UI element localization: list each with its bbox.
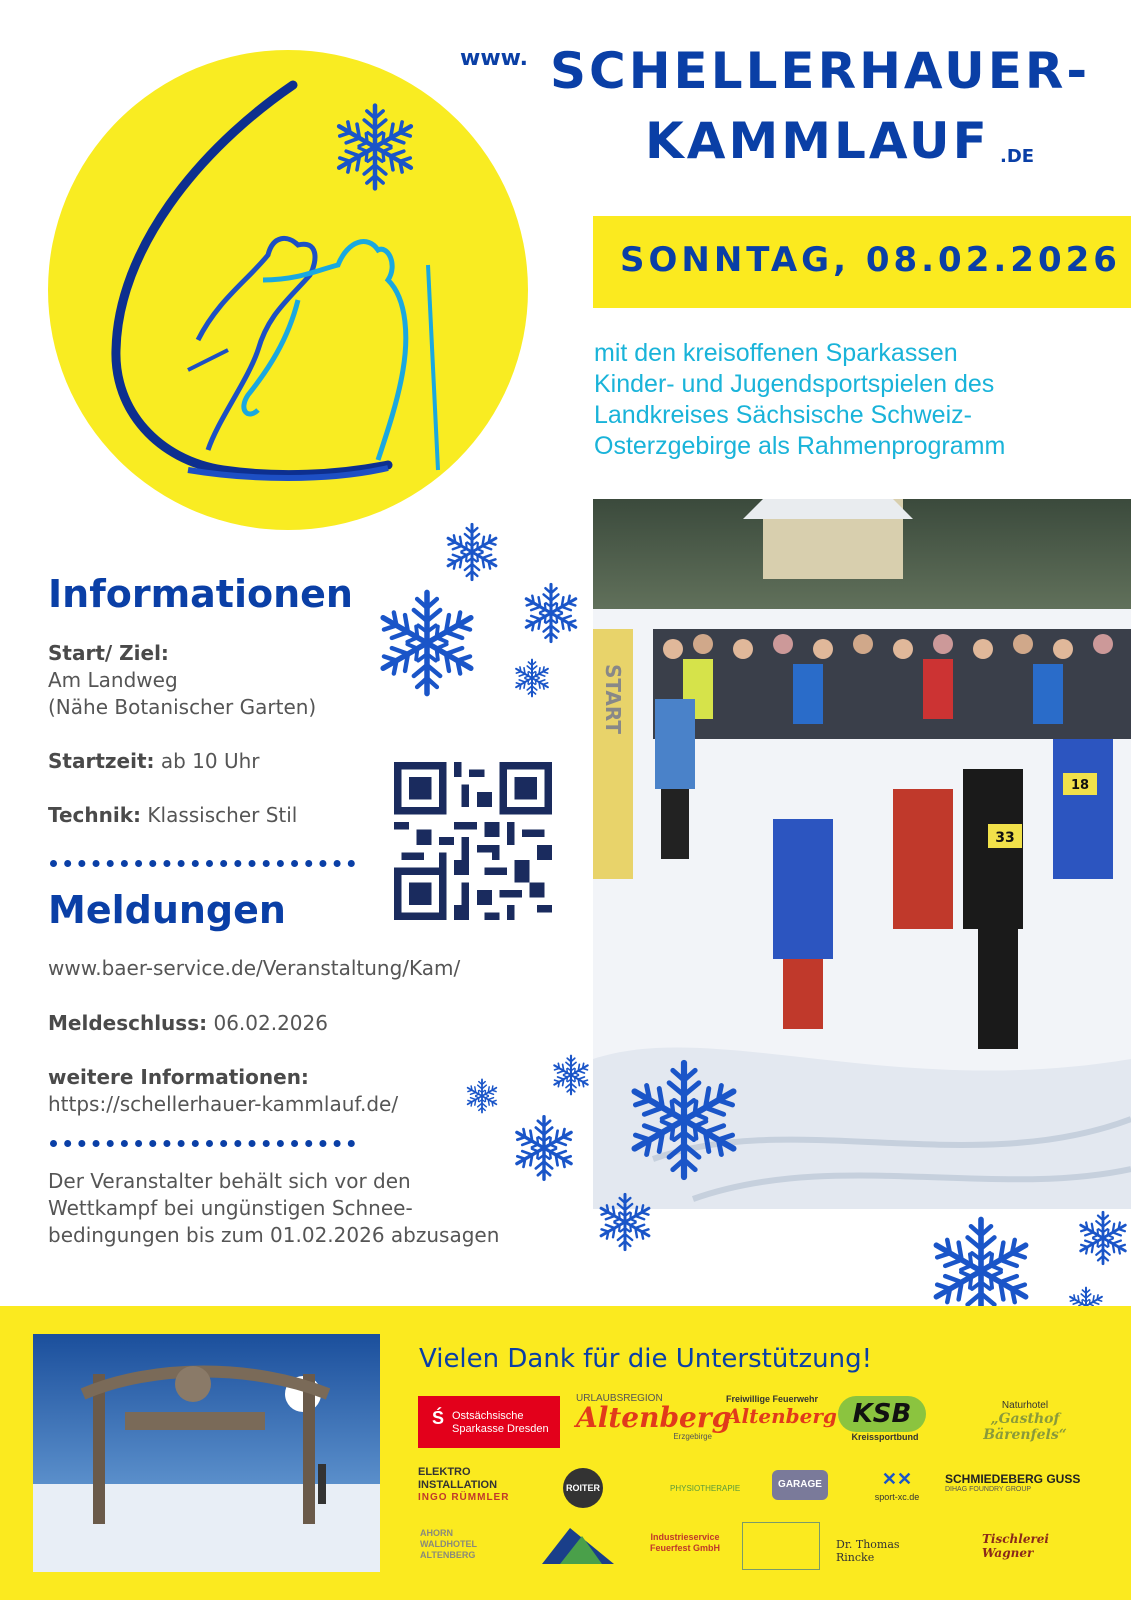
sponsor-name: Altenberg bbox=[726, 1404, 837, 1428]
sponsor-tagline: Erzgebirge bbox=[673, 1432, 712, 1441]
sponsor-garage[interactable] bbox=[772, 1470, 828, 1500]
start-finish-block bbox=[48, 640, 316, 721]
snowflake-icon bbox=[512, 658, 552, 698]
subtitle-line: Osterzgebirge als Rahmenprogramm bbox=[594, 432, 1006, 460]
sponsor-name: „Gasthof Bärenfels“ bbox=[983, 1411, 1067, 1443]
sponsor-name: Ostsächsische bbox=[452, 1410, 524, 1422]
sponsor-thanks: Vielen Dank für die Unterstützung! bbox=[419, 1344, 873, 1374]
snowflake-icon bbox=[372, 588, 482, 698]
snowflake-icon bbox=[550, 1054, 592, 1096]
event-name-line2: KAMMLAUF bbox=[645, 112, 990, 170]
sponsor-naturhotel[interactable] bbox=[950, 1400, 1100, 1444]
sponsor-mountain-logo[interactable] bbox=[542, 1522, 614, 1568]
url-www-prefix: www. bbox=[460, 46, 528, 71]
sponsor-sport-xc[interactable] bbox=[862, 1466, 932, 1510]
sponsor-name: KSB bbox=[838, 1396, 926, 1432]
technique bbox=[48, 802, 297, 829]
registration-url[interactable]: www.baer-service.de/Veranstaltung/Kam/ bbox=[48, 956, 461, 980]
technique-label: Technik: bbox=[48, 803, 142, 827]
dotted-divider bbox=[50, 1140, 355, 1147]
registration-heading: Meldungen bbox=[48, 888, 286, 932]
kammweg-photo bbox=[33, 1334, 380, 1572]
start-time-value: ab 10 Uhr bbox=[160, 749, 260, 773]
disclaimer-line: Wettkampf bei ungünstigen Schnee- bbox=[48, 1196, 413, 1220]
sponsor-name: ELEKTRO bbox=[418, 1466, 471, 1478]
sponsor-industrieservice[interactable] bbox=[640, 1532, 730, 1566]
snowflake-icon bbox=[520, 582, 582, 644]
deadline-label: Meldeschluss: bbox=[48, 1011, 208, 1035]
snowflake-icon bbox=[325, 97, 425, 197]
snowflake-icon bbox=[442, 522, 502, 582]
sponsor-name: Industrieservice bbox=[650, 1532, 720, 1542]
sponsor-name: AHORN bbox=[420, 1528, 453, 1538]
disclaimer-line: bedingungen bis zum 01.02.2026 abzusagen bbox=[48, 1223, 500, 1247]
event-date: SONNTAG, 08.02.2026 bbox=[620, 240, 1121, 280]
sponsor-name: Sparkasse Dresden bbox=[452, 1423, 549, 1435]
subtitle-line: Kinder- und Jugendsportspielen des bbox=[594, 370, 995, 398]
start-location-note: (Nähe Botanischer Garten) bbox=[48, 695, 317, 719]
sponsor-name: GARAGE bbox=[778, 1479, 822, 1490]
start-location: Am Landweg bbox=[48, 668, 178, 692]
start-banner-text: START bbox=[601, 663, 625, 735]
qr-code[interactable] bbox=[394, 762, 552, 920]
dotted-divider bbox=[50, 860, 355, 867]
sponsor-feuerwehr[interactable] bbox=[726, 1394, 837, 1448]
sponsor-name: Tischlerei Wagner bbox=[982, 1532, 1049, 1560]
subtitle-line: mit den kreisoffenen Sparkassen bbox=[594, 339, 958, 367]
sponsor-elektro[interactable] bbox=[418, 1466, 528, 1508]
deadline-value: 06.02.2026 bbox=[213, 1011, 328, 1035]
more-info-label: weitere Informationen: bbox=[48, 1065, 309, 1089]
event-name-line1: SCHELLERHAUER- bbox=[550, 42, 1091, 100]
sparkasse-icon: Ś bbox=[432, 1408, 445, 1428]
bib-number: 33 bbox=[995, 830, 1015, 846]
registration-deadline bbox=[48, 1010, 328, 1037]
sponsor-name: Altenberg bbox=[576, 1401, 732, 1434]
sponsor-roiter[interactable] bbox=[563, 1468, 603, 1508]
start-time bbox=[48, 748, 260, 775]
sponsor-ahorn-waldhotel[interactable] bbox=[420, 1528, 490, 1568]
subtitle bbox=[594, 338, 1114, 462]
snowflake-icon bbox=[1075, 1210, 1131, 1266]
sponsor-tagline: Freiwillige Feuerwehr bbox=[726, 1394, 819, 1404]
sponsor-ksb[interactable] bbox=[838, 1396, 932, 1450]
start-label: Start/ Ziel: bbox=[48, 641, 169, 665]
disclaimer bbox=[48, 1168, 499, 1249]
more-info bbox=[48, 1064, 398, 1118]
sponsor-schmiedeberg-guss[interactable] bbox=[945, 1472, 1115, 1504]
sponsor-name: sport-xc.de bbox=[874, 1492, 920, 1502]
sponsor-tagline: DIHAG FOUNDRY GROUP bbox=[945, 1486, 1032, 1493]
url-tld: .DE bbox=[1000, 146, 1035, 167]
more-info-url[interactable]: https://schellerhauer-kammlauf.de/ bbox=[48, 1092, 399, 1116]
sponsor-sparkasse[interactable] bbox=[418, 1396, 560, 1448]
subtitle-line: Landkreises Sächsische Schweiz- bbox=[594, 401, 972, 429]
sponsor-tagline: INGO RÜMMLER bbox=[418, 1492, 510, 1503]
event-logo bbox=[48, 50, 528, 530]
disclaimer-line: Der Veranstalter behält sich vor den bbox=[48, 1169, 411, 1193]
sponsor-name: ALTENBERG bbox=[420, 1550, 476, 1560]
sponsor-name: Feuerfest GmbH bbox=[649, 1543, 720, 1553]
sponsor-rincke[interactable] bbox=[836, 1538, 936, 1564]
technique-value: Klassischer Stil bbox=[147, 803, 298, 827]
sponsor-name: PHYSIOTHERAPIE bbox=[670, 1484, 741, 1493]
sponsor-name: INSTALLATION bbox=[418, 1479, 498, 1491]
info-heading: Informationen bbox=[48, 572, 353, 616]
snowflake-icon bbox=[510, 1114, 578, 1182]
sponsor-holzbau[interactable] bbox=[742, 1522, 820, 1570]
sponsor-tagline: Naturhotel bbox=[1001, 1400, 1049, 1411]
start-time-label: Startzeit: bbox=[48, 749, 155, 773]
sponsor-tischlerei[interactable] bbox=[982, 1532, 1082, 1558]
snowflake-icon bbox=[622, 1058, 746, 1182]
sponsor-name: WALDHOTEL bbox=[420, 1539, 477, 1549]
mountain-icon bbox=[542, 1522, 614, 1568]
sponsor-tagline: Kreissportbund bbox=[851, 1432, 919, 1442]
sponsor-physio[interactable] bbox=[652, 1470, 741, 1510]
sponsor-tagline: URLAUBSREGION bbox=[576, 1393, 663, 1404]
skiers-logo-icon bbox=[48, 50, 528, 530]
sport-xc-icon: ✕✕ bbox=[881, 1469, 913, 1489]
bib-number: 18 bbox=[1070, 778, 1090, 793]
snowflake-icon bbox=[595, 1192, 655, 1252]
sponsor-name: ROITER bbox=[565, 1483, 600, 1493]
sponsor-name: Dr. Thomas Rincke bbox=[836, 1538, 900, 1564]
snowflake-icon bbox=[464, 1078, 500, 1114]
sponsor-name: SCHMIEDEBERG GUSS bbox=[945, 1472, 1081, 1486]
sponsor-altenberg[interactable] bbox=[576, 1393, 732, 1451]
